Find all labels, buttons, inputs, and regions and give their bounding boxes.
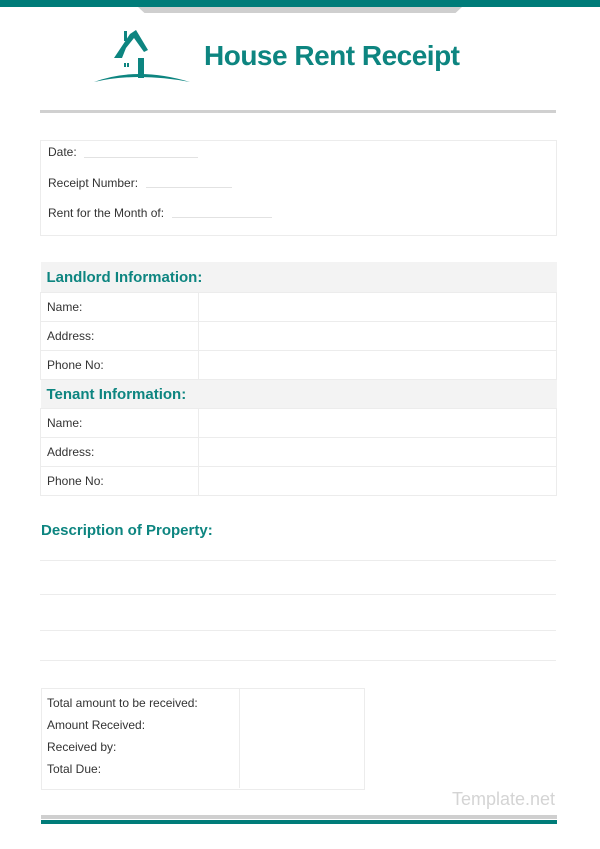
tenant-address-label: Address:: [41, 438, 199, 467]
top-tab: [138, 7, 462, 13]
landlord-phone-field[interactable]: [199, 351, 557, 380]
tenant-name-field[interactable]: [199, 409, 557, 438]
footer-bar-teal: [41, 820, 557, 824]
parties-table: [40, 262, 557, 496]
rent-month-field[interactable]: [172, 217, 272, 218]
watermark: Template.net: [452, 789, 556, 809]
totals-divider: [239, 688, 240, 788]
date-label: Date:: [48, 145, 77, 159]
receipt-number-label: Receipt Number:: [48, 176, 139, 190]
total-amount-label: Total amount to be received:: [47, 696, 198, 710]
description-heading: Description of Property:: [41, 522, 213, 539]
landlord-name-label: Name:: [41, 293, 199, 322]
tenant-phone-field[interactable]: [199, 467, 557, 496]
tenant-address-field[interactable]: [199, 438, 557, 467]
description-line[interactable]: [40, 560, 556, 561]
landlord-name-field[interactable]: [199, 293, 557, 322]
amount-received-label: Amount Received:: [47, 718, 146, 732]
description-line[interactable]: [40, 630, 556, 631]
house-logo-icon: [92, 28, 192, 84]
landlord-phone-label: Phone No:: [41, 351, 199, 380]
description-line[interactable]: [40, 660, 556, 661]
date-field[interactable]: [84, 157, 198, 158]
tenant-phone-label: Phone No:: [41, 467, 199, 496]
footer-bar-gray: [41, 815, 557, 819]
page-title: House Rent Receipt: [204, 40, 460, 71]
tenant-heading: Tenant Information:: [41, 380, 557, 409]
receipt-number-field[interactable]: [146, 187, 232, 188]
landlord-address-label: Address:: [41, 322, 199, 351]
received-by-label: Received by:: [47, 740, 117, 754]
landlord-address-field[interactable]: [199, 322, 557, 351]
landlord-heading: Landlord Information:: [41, 262, 557, 293]
tenant-name-label: Name:: [41, 409, 199, 438]
rent-month-label: Rent for the Month of:: [48, 206, 165, 220]
divider: [40, 110, 556, 113]
total-due-label: Total Due:: [47, 762, 102, 776]
description-line[interactable]: [40, 594, 556, 595]
top-bar: [0, 0, 600, 7]
